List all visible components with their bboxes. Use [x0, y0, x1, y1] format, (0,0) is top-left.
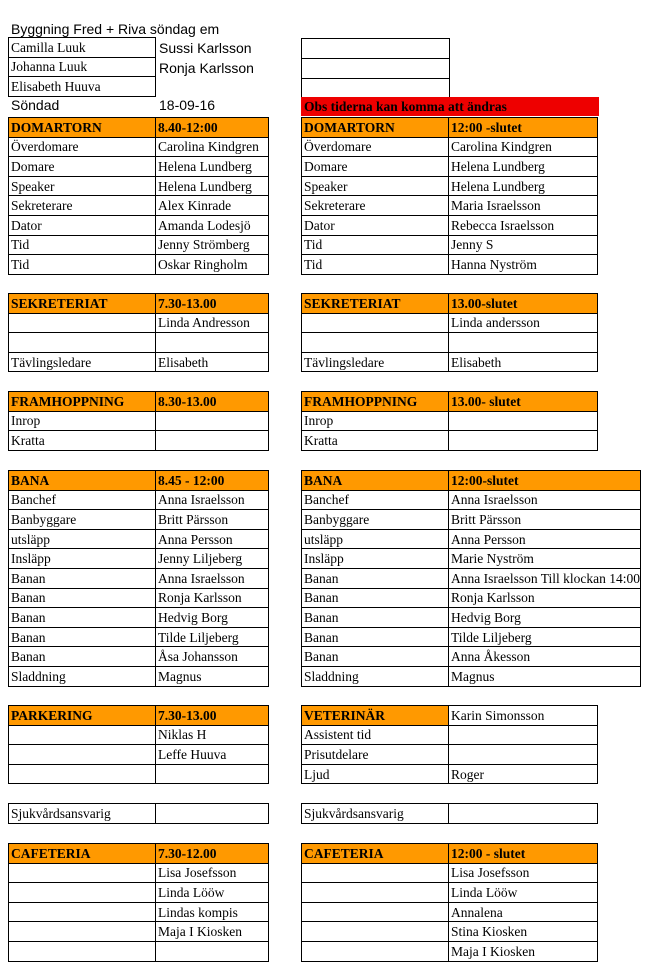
role-cell: Sekreterare — [9, 196, 156, 216]
person-cell: Ronja Karlsson — [156, 588, 269, 608]
role-cell: Insläpp — [9, 549, 156, 569]
person-cell — [449, 333, 598, 353]
blank-cell — [301, 58, 450, 78]
person-cell: Hanna Nyström — [449, 255, 598, 275]
name-text: Sussi Karlsson — [159, 40, 252, 56]
section-title: DOMARTORN — [302, 118, 449, 138]
person-cell: Britt Pärsson — [449, 510, 641, 530]
person-cell — [156, 804, 269, 824]
role-cell: Sekreterare — [302, 196, 449, 216]
sekreteriat-right-table — [301, 293, 598, 372]
role-cell — [302, 313, 449, 333]
person-cell — [449, 804, 598, 824]
role-cell — [302, 902, 449, 922]
role-cell: Sjukvårdsansvarig — [302, 804, 449, 824]
section-time: 8.45 - 12:00 — [156, 471, 269, 491]
section-time: 7.30-12.00 — [156, 844, 269, 864]
section-title: BANA — [9, 471, 156, 491]
role-cell — [302, 333, 449, 353]
role-cell — [302, 941, 449, 961]
role-cell: Tävlingsledare — [302, 352, 449, 372]
person-cell: Anna Israelsson — [156, 490, 269, 510]
person-cell: Anna Israelsson Till klockan 14:00 — [449, 568, 641, 588]
section-title: VETERINÄR — [302, 706, 449, 726]
role-cell: Speaker — [9, 176, 156, 196]
section-title: FRAMHOPPNING — [9, 392, 156, 412]
sheet-title: Byggning Fred + Riva söndag em — [11, 21, 220, 37]
person-cell: Magnus — [156, 666, 269, 686]
person-cell: Hedvig Borg — [156, 608, 269, 628]
role-cell: Sladdning — [9, 666, 156, 686]
role-cell: Banbyggare — [302, 510, 449, 530]
person-cell — [449, 431, 598, 451]
person-cell: Tilde Liljeberg — [449, 627, 641, 647]
person-cell: Oskar Ringholm — [156, 255, 269, 275]
role-cell: Banchef — [302, 490, 449, 510]
role-cell — [9, 313, 156, 333]
section-title: CAFETERIA — [302, 844, 449, 864]
role-cell: Speaker — [302, 176, 449, 196]
role-cell: Banan — [9, 568, 156, 588]
person-cell — [449, 411, 598, 431]
blank-cell — [301, 38, 450, 58]
role-cell: Tid — [9, 235, 156, 255]
name-cell: Camilla Luuk — [9, 38, 156, 58]
blank-cell — [301, 78, 450, 98]
person-cell: Leffe Huuva — [156, 745, 269, 765]
section-time: 12:00-slutet — [449, 471, 641, 491]
role-cell — [9, 863, 156, 883]
role-cell — [9, 883, 156, 903]
person-cell: Magnus — [449, 666, 641, 686]
role-cell: Överdomare — [9, 137, 156, 157]
person-cell: Elisabeth — [156, 352, 269, 372]
sjukvard-left-table — [8, 803, 269, 824]
person-cell: Britt Pärsson — [156, 510, 269, 530]
person-cell: Maria Israelsson — [449, 196, 598, 216]
person-cell: Elisabeth — [449, 352, 598, 372]
name-text: Ronja Karlsson — [159, 60, 254, 76]
person-cell: Marie Nyström — [449, 549, 641, 569]
section-time: 8.30-13.00 — [156, 392, 269, 412]
person-cell: Roger — [449, 764, 598, 784]
role-cell: Domare — [302, 157, 449, 177]
role-cell: Sladdning — [302, 666, 449, 686]
role-cell: utsläpp — [302, 529, 449, 549]
role-cell: Banan — [9, 588, 156, 608]
section-time: 7.30-13.00 — [156, 294, 269, 314]
role-cell: Tid — [9, 255, 156, 275]
role-cell: Dator — [9, 215, 156, 235]
role-cell: Kratta — [9, 431, 156, 451]
role-cell — [302, 863, 449, 883]
cafeteria-left-table — [8, 843, 269, 962]
section-title: FRAMHOPPNING — [302, 392, 449, 412]
person-cell: Anna Persson — [156, 529, 269, 549]
role-cell: Assistent tid — [302, 725, 449, 745]
role-cell: Banan — [302, 588, 449, 608]
role-cell: Sjukvårdsansvarig — [9, 804, 156, 824]
person-cell: Alex Kinrade — [156, 196, 269, 216]
bana-left-table — [8, 470, 269, 687]
role-cell — [9, 922, 156, 942]
role-cell: Dator — [302, 215, 449, 235]
person-cell: Anna Persson — [449, 529, 641, 549]
person-cell: Helena Lundberg — [449, 176, 598, 196]
role-cell: utsläpp — [9, 529, 156, 549]
person-cell — [156, 941, 269, 961]
role-cell: Inrop — [302, 411, 449, 431]
role-cell: Tid — [302, 255, 449, 275]
section-time: 12:00 - slutet — [449, 844, 598, 864]
person-cell — [449, 745, 598, 765]
section-title: PARKERING — [9, 706, 156, 726]
names-right-list — [159, 38, 254, 78]
person-cell — [156, 333, 269, 353]
section-title: SEKRETERIAT — [9, 294, 156, 314]
role-cell: Ljud — [302, 764, 449, 784]
date-label: Söndad — [11, 97, 60, 113]
person-cell — [156, 764, 269, 784]
role-cell: Domare — [9, 157, 156, 177]
role-cell — [9, 941, 156, 961]
role-cell: Banan — [302, 647, 449, 667]
person-cell: Åsa Johansson — [156, 647, 269, 667]
role-cell: Banan — [9, 608, 156, 628]
name-cell: Elisabeth Huuva — [9, 77, 156, 97]
role-cell — [9, 902, 156, 922]
section-time: 13.00- slutet — [449, 392, 598, 412]
person-cell: Maja I Kiosken — [449, 941, 598, 961]
person-cell: Stina Kiosken — [449, 922, 598, 942]
person-cell: Jenny S — [449, 235, 598, 255]
person-cell: Helena Lundberg — [449, 157, 598, 177]
role-cell — [9, 725, 156, 745]
person-cell: Tilde Liljeberg — [156, 627, 269, 647]
person-cell: Ronja Karlsson — [449, 588, 641, 608]
person-cell: Annalena — [449, 902, 598, 922]
person-cell: Helena Lundberg — [156, 157, 269, 177]
section-time: 7.30-13.00 — [156, 706, 269, 726]
person-cell: Anna Åkesson — [449, 647, 641, 667]
bana-right-table — [301, 470, 641, 706]
role-cell: Banan — [302, 568, 449, 588]
person-cell: Lisa Josefsson — [449, 863, 598, 883]
role-cell — [302, 883, 449, 903]
person-cell: Maja I Kiosken — [156, 922, 269, 942]
person-cell: Hedvig Borg — [449, 608, 641, 628]
veterinar-table — [301, 705, 598, 784]
person-cell: Helena Lundberg — [156, 176, 269, 196]
parkering-table — [8, 705, 269, 784]
role-cell: Banan — [302, 627, 449, 647]
section-time: 8.40-12:00 — [156, 118, 269, 138]
name-cell: Johanna Luuk — [9, 57, 156, 77]
person-cell: Karin Simonsson — [449, 706, 598, 726]
person-cell: Amanda Lodesjö — [156, 215, 269, 235]
person-cell: Linda Lööw — [449, 883, 598, 903]
person-cell: Niklas H — [156, 725, 269, 745]
role-cell — [302, 922, 449, 942]
person-cell: Linda Lööw — [156, 883, 269, 903]
role-cell: Inrop — [9, 411, 156, 431]
framhoppning-left-table — [8, 391, 269, 451]
section-title: BANA — [302, 471, 449, 491]
person-cell — [156, 431, 269, 451]
person-cell: Carolina Kindgren — [156, 137, 269, 157]
role-cell: Tävlingsledare — [9, 352, 156, 372]
notice-banner: Obs tiderna kan komma att ändras — [301, 97, 599, 116]
role-cell — [9, 764, 156, 784]
section-title: SEKRETERIAT — [302, 294, 449, 314]
person-cell — [156, 411, 269, 431]
domartorn-right-table — [301, 117, 598, 275]
person-cell: Lisa Josefsson — [156, 863, 269, 883]
role-cell: Prisutdelare — [302, 745, 449, 765]
person-cell: Linda Andresson — [156, 313, 269, 333]
role-cell: Banan — [302, 608, 449, 628]
names-left-box — [8, 37, 156, 97]
role-cell: Banchef — [9, 490, 156, 510]
domartorn-left-table — [8, 117, 269, 275]
person-cell: Jenny Liljeberg — [156, 549, 269, 569]
role-cell: Insläpp — [302, 549, 449, 569]
person-cell: Lindas kompis — [156, 902, 269, 922]
person-cell: Jenny Strömberg — [156, 235, 269, 255]
role-cell: Banan — [9, 647, 156, 667]
role-cell: Överdomare — [302, 137, 449, 157]
role-cell: Banan — [9, 627, 156, 647]
role-cell — [9, 745, 156, 765]
role-cell: Banbyggare — [9, 510, 156, 530]
section-time: 12:00 -slutet — [449, 118, 598, 138]
person-cell: Anna Israelsson — [156, 568, 269, 588]
date-value: 18-09-16 — [159, 97, 216, 113]
person-cell: Linda andersson — [449, 313, 598, 333]
sekreteriat-left-table — [8, 293, 269, 372]
role-cell: Kratta — [302, 431, 449, 451]
person-cell: Anna Israelsson — [449, 490, 641, 510]
role-cell — [9, 333, 156, 353]
role-cell: Tid — [302, 235, 449, 255]
person-cell — [449, 725, 598, 745]
sjukvard-right-table — [301, 803, 598, 824]
person-cell: Carolina Kindgren — [449, 137, 598, 157]
section-title: DOMARTORN — [9, 118, 156, 138]
cafeteria-right-table — [301, 843, 598, 962]
blank-box — [301, 38, 450, 98]
framhoppning-right-table — [301, 391, 598, 451]
person-cell: Rebecca Israelsson — [449, 215, 598, 235]
section-title: CAFETERIA — [9, 844, 156, 864]
section-time: 13.00-slutet — [449, 294, 598, 314]
